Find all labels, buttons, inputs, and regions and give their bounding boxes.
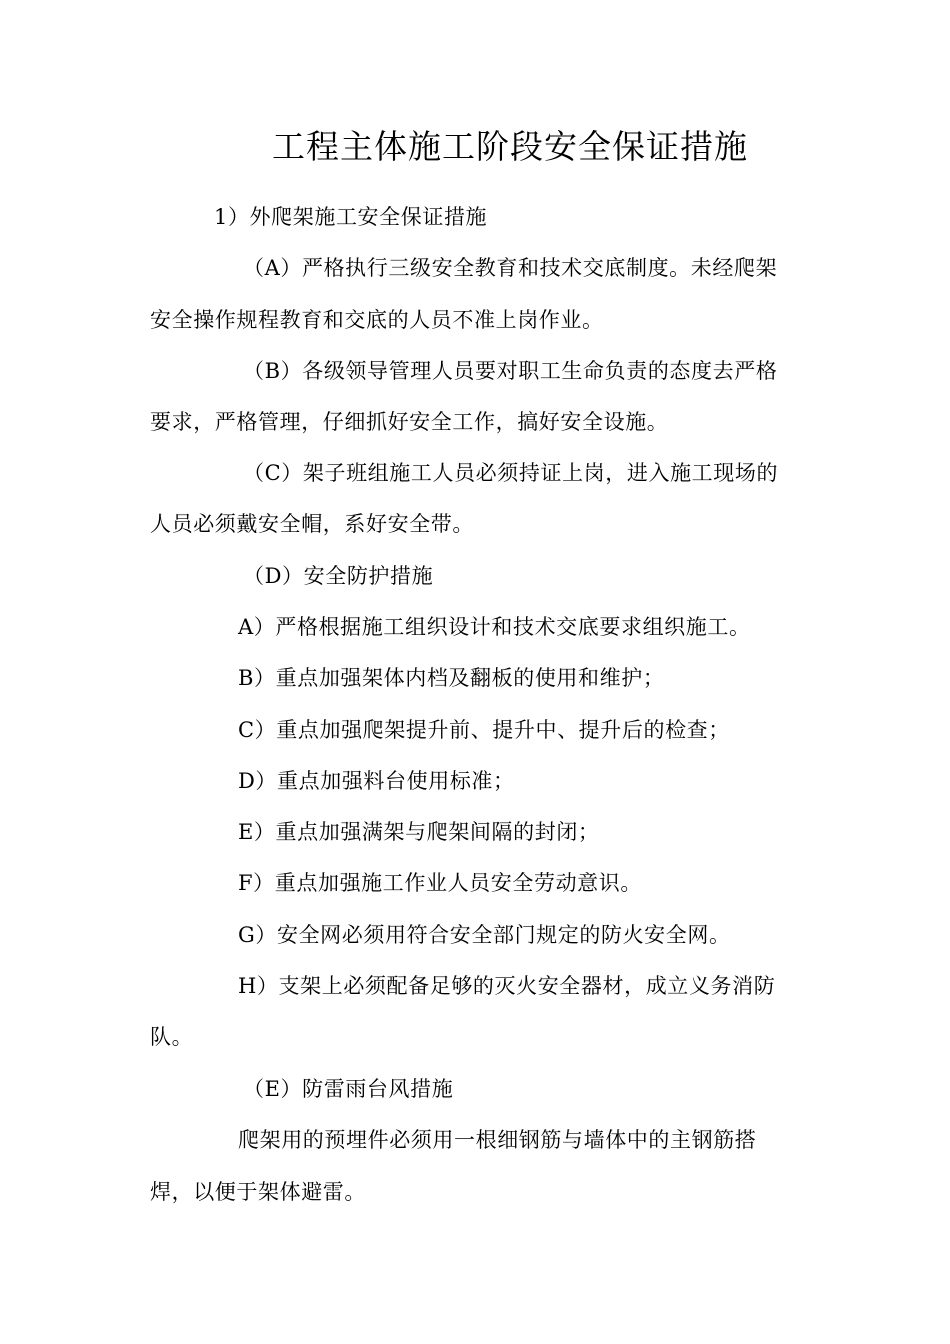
- list-item: B）重点加强架体内档及翻板的使用和维护；: [238, 666, 665, 690]
- paragraph-a-line-2: 安全操作规程教育和交底的人员不准上岗作业。: [150, 308, 604, 332]
- list-item: H）支架上必须配备足够的灭火安全器材，成立义务消防: [238, 974, 776, 998]
- paragraph-b-line-1: （B）各级领导管理人员要对职工生命负责的态度去严格: [243, 359, 778, 383]
- paragraph-c-line-1: （C）架子班组施工人员必须持证上岗，进入施工现场的: [243, 461, 779, 485]
- paragraph-d-heading: （D）安全防护措施: [243, 564, 434, 588]
- paragraph-a-line-1: （A）严格执行三级安全教育和技术交底制度。未经爬架: [243, 256, 778, 280]
- document-title: 工程主体施工阶段安全保证措施: [272, 127, 748, 166]
- list-item: C）重点加强爬架提升前、提升中、提升后的检查；: [238, 718, 730, 742]
- paragraph-b-line-2: 要求，严格管理，仔细抓好安全工作，搞好安全设施。: [150, 410, 669, 434]
- list-item: F）重点加强施工作业人员安全劳动意识。: [238, 871, 642, 895]
- list-item-continuation: 队。: [150, 1025, 194, 1049]
- paragraph-e-heading: （E）防雷雨台风措施: [243, 1077, 454, 1101]
- paragraph-c-line-2: 人员必须戴安全帽，系好安全带。: [150, 512, 474, 536]
- list-item: A）严格根据施工组织设计和技术交底要求组织施工。: [238, 615, 751, 639]
- list-item: G）安全网必须用符合安全部门规定的防火安全网。: [238, 923, 731, 947]
- paragraph-e-line-1: 爬架用的预埋件必须用一根细钢筋与墙体中的主钢筋搭: [238, 1128, 757, 1152]
- paragraph-e-line-2: 焊，以便于架体避雷。: [150, 1180, 366, 1204]
- list-item: E）重点加强满架与爬架间隔的封闭；: [238, 820, 600, 844]
- list-item: D）重点加强料台使用标准；: [238, 769, 515, 793]
- section-heading: 1）外爬架施工安全保证措施: [214, 205, 488, 229]
